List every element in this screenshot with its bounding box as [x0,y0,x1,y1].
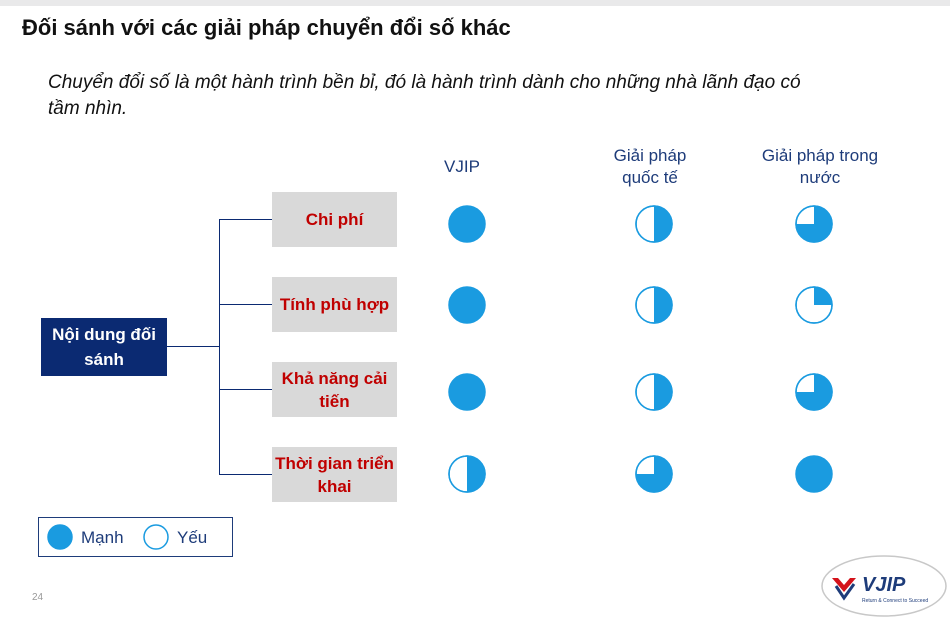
connector-root [167,346,220,347]
rating-ball [793,203,835,245]
page-number: 24 [32,592,44,603]
rating-ball [793,453,835,495]
criterion-deployment-time [272,447,397,502]
column-header-vjip: VJIP [444,157,480,176]
logo-text: VJIP [862,574,906,596]
logo-tagline: Return & Connect to Succeed [862,598,929,604]
rating-ball [446,284,488,326]
page-title: Đối sánh với các giải pháp chuyển đổi số khác [22,15,511,40]
connector-branch [219,474,272,475]
rating-ball [633,371,675,413]
vjip-logo [820,552,950,622]
rating-ball-fill [654,374,672,410]
criterion-label: Tính phù hợp [279,295,390,314]
rating-ball [446,203,488,245]
legend-weak-label: Yếu [177,528,208,547]
legend-weak-icon [143,524,169,550]
subtitle: Chuyển đổi số là một hành trình bền bỉ, đó là hành trình dành cho những nhà lãnh đạo có tầm nhìn. [48,72,801,119]
rating-ball-fill [654,287,672,323]
column-header-international: Giải pháp quốc tế [613,146,687,187]
criterion-fit [272,277,397,332]
legend-strong-label: Mạnh [81,528,124,547]
rating-ball [633,203,675,245]
rating-ball [633,453,675,495]
criterion-cost [272,192,397,247]
rating-ball [446,453,488,495]
legend-strong-icon [47,524,73,550]
connector-branch [219,304,272,305]
rating-ball [793,371,835,413]
criterion-label: Chi phí [305,210,364,229]
rating-ball-fill [654,206,672,242]
rating-ball [446,371,488,413]
criterion-label: Khả năng cải tiến [281,368,388,411]
rating-ball [633,284,675,326]
top-bar [0,0,950,6]
connector-branch [219,219,272,220]
legend [38,517,233,557]
connector-branch [219,389,272,390]
column-header-domestic: Giải pháp trong nước [761,146,879,187]
criterion-improvement [272,362,397,417]
connector-trunk [219,219,220,475]
criterion-label: Thời gian triển khai [275,453,394,496]
root-node [41,318,167,376]
rating-ball [793,284,835,326]
rating-ball-fill [467,456,485,492]
root-node-label: Nội dung đối sánh [52,325,156,369]
